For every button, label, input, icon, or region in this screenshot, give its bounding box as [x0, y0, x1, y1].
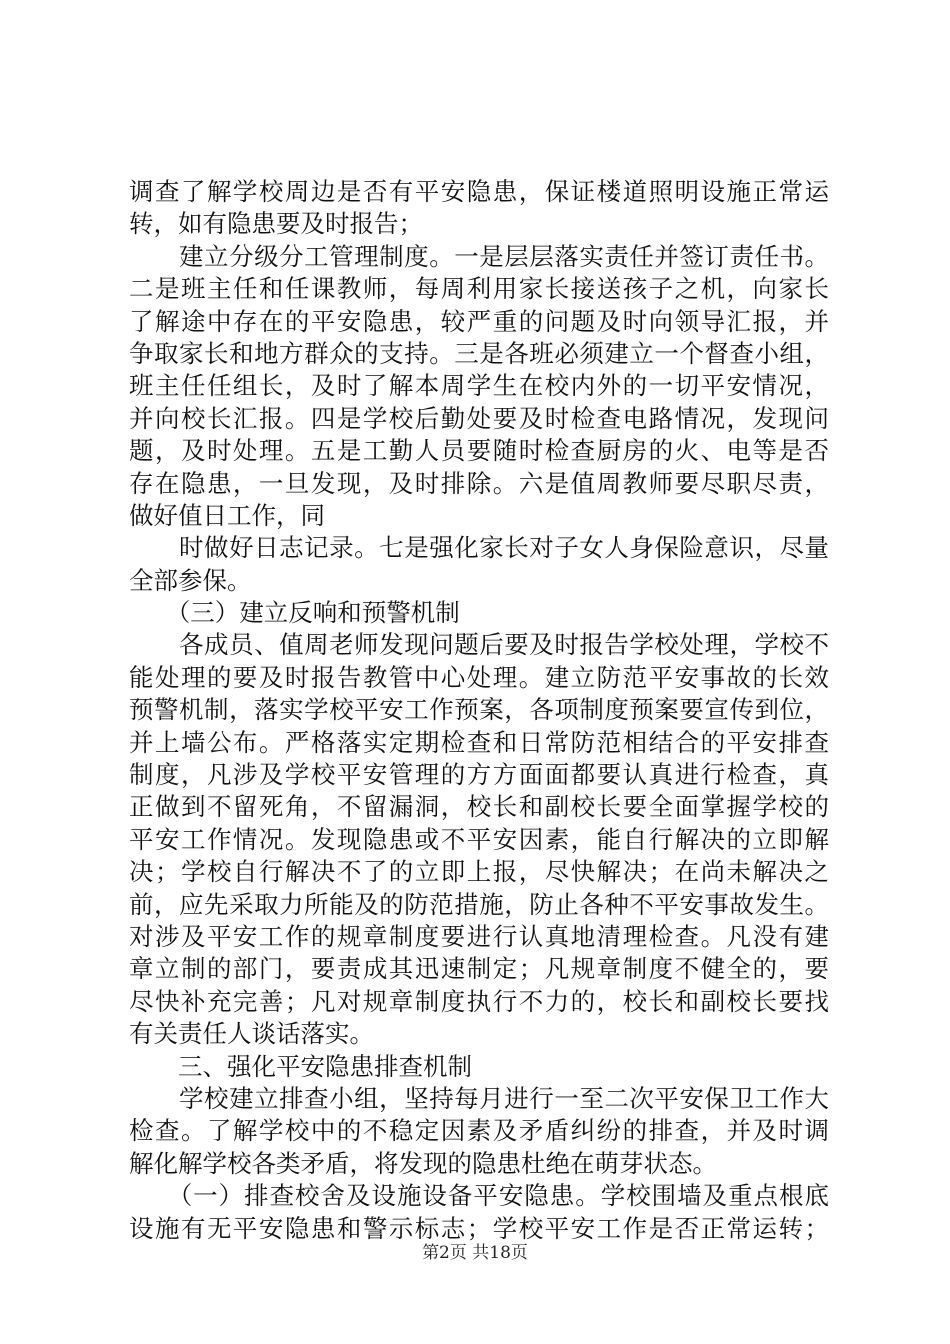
text-line: 平安工作情况。发现隐患或不平安因素，能自行解决的立即解	[129, 824, 829, 854]
text-line: 学校建立排查小组，坚持每月进行一至二次平安保卫工作大	[129, 1083, 829, 1113]
text-line: 存在隐患，一旦发现，及时排除。六是值周教师要尽职尽责，	[129, 468, 829, 498]
text-line: 解化解学校各类矛盾，将发现的隐患杜绝在萌芽状态。	[129, 1148, 717, 1178]
text-line: 做好值日工作，同	[129, 500, 325, 530]
text-line: 各成员、值周老师发现问题后要及时报告学校处理，学校不	[129, 630, 829, 660]
text-line: 二是班主任和任课教师，每周利用家长接送孩子之机，向家长	[129, 274, 829, 304]
text-line: 前，应先采取力所能及的防范措施，防止各种不平安事故发生。	[129, 889, 829, 919]
text-line: 并上墙公布。严格落实定期检查和日常防范相结合的平安排查	[129, 727, 829, 757]
text-line: 设施有无平安隐患和警示标志；学校平安工作是否正常运转；	[129, 1213, 829, 1243]
text-line: 转，如有隐患要及时报告；	[129, 209, 423, 239]
text-line: 时做好日志记录。七是强化家长对子女人身保险意识，尽量	[129, 533, 829, 563]
text-line: 了解途中存在的平安隐患，较严重的问题及时向领导汇报，并	[129, 306, 829, 336]
text-line: 班主任任组长，及时了解本周学生在校内外的一切平安情况，	[129, 371, 829, 401]
text-line: 全部参保。	[129, 565, 252, 595]
document-body	[129, 176, 829, 1245]
text-line: （三）建立反响和预警机制	[129, 598, 460, 628]
text-line: （一）排查校舍及设施设备平安隐患。学校围墙及重点根底	[129, 1181, 829, 1211]
text-line: 能处理的要及时报告教管中心处理。建立防范平安事故的长效	[129, 662, 829, 692]
text-line: 正做到不留死角，不留漏洞，校长和副校长要全面掌握学校的	[129, 792, 829, 822]
text-line: 题，及时处理。五是工勤人员要随时检查厨房的火、电等是否	[129, 436, 829, 466]
text-line: 三、强化平安隐患排查机制	[129, 1051, 472, 1081]
text-line: 决；学校自行解决不了的立即上报，尽快解决；在尚未解决之	[129, 857, 829, 887]
page-footer: 第2页 共18页	[422, 1243, 528, 1263]
text-line: 检查。了解学校中的不稳定因素及矛盾纠纷的排查，并及时调	[129, 1116, 829, 1146]
text-line: 有关责任人谈话落实。	[129, 1019, 374, 1049]
text-line: 并向校长汇报。四是学校后勤处要及时检查电路情况，发现问	[129, 403, 829, 433]
text-line: 争取家长和地方群众的支持。三是各班必须建立一个督查小组，	[129, 338, 829, 368]
text-line: 对涉及平安工作的规章制度要进行认真地清理检查。凡没有建	[129, 921, 829, 951]
text-line: 章立制的部门，要责成其迅速制定；凡规章制度不健全的，要	[129, 954, 829, 984]
text-line: 调查了解学校周边是否有平安隐患，保证楼道照明设施正常运	[129, 177, 829, 206]
text-line: 预警机制，落实学校平安工作预案，各项制度预案要宣传到位，	[129, 695, 829, 725]
text-line: 尽快补充完善；凡对规章制度执行不力的，校长和副校长要找	[129, 986, 829, 1016]
text-line: 制度，凡涉及学校平安管理的方方面面都要认真进行检查，真	[129, 760, 829, 790]
text-line: 建立分级分工管理制度。一是层层落实责任并签订责任书。	[129, 241, 829, 271]
